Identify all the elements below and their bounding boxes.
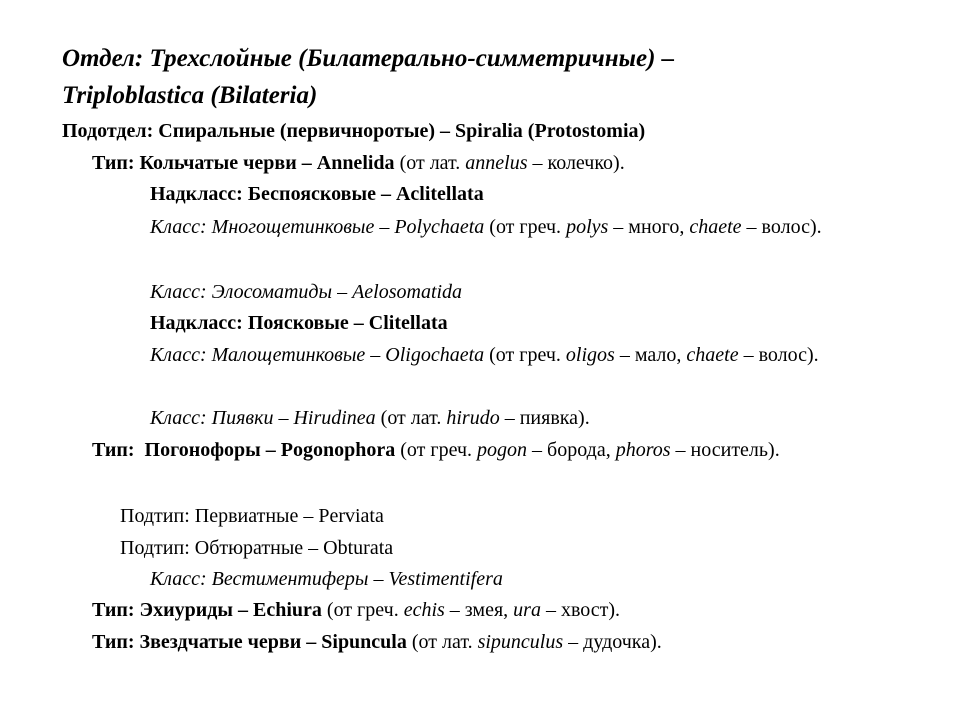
etymology-text: – колечко). xyxy=(527,152,625,174)
class-hirudinea-name: Класс: Пиявки – Hirudinea xyxy=(150,407,376,429)
etymology-word: echis xyxy=(403,599,445,621)
class-aelosomatida: Класс: Элосоматиды – Aelosomatida xyxy=(150,281,463,303)
class-polychaeta-name: Класс: Многощетинковые – Polychaeta xyxy=(150,216,485,238)
etymology-text: (от лат. xyxy=(394,152,466,174)
etymology-word: annelus xyxy=(465,152,528,174)
etymology-word: pogon xyxy=(477,439,528,461)
etymology-text: – дудочка). xyxy=(563,631,662,653)
etymology-text: – пиявка). xyxy=(499,407,590,429)
phylum-sipuncula xyxy=(92,629,662,655)
etymology-word: sipunculus xyxy=(477,631,564,653)
class-oligochaeta xyxy=(150,342,927,368)
etymology-word: oligos xyxy=(565,344,615,366)
superclass-aclitellata: Надкласс: Беспоясковые – Aclitellata xyxy=(150,183,484,205)
etymology-text: – змея, xyxy=(444,599,514,621)
etymology-text: – хвост). xyxy=(540,599,621,621)
phylum-annelida-label: Тип: Кольчатые черви – Annelida xyxy=(92,152,395,174)
etymology-text: – волос). xyxy=(741,216,822,238)
etymology-text: – борода, xyxy=(527,439,616,461)
division-title-line-2: Triploblastica (Bilateria) xyxy=(62,82,318,109)
etymology-text: (от греч. xyxy=(321,599,404,621)
phylum-pogonophora-label: Тип: Погонофоры – Pogonophora xyxy=(92,439,396,461)
etymology-text: (от греч. xyxy=(484,216,567,238)
etymology-word: chaete xyxy=(686,344,739,366)
etymology-word: ura xyxy=(513,599,541,621)
class-polychaeta xyxy=(150,214,927,240)
etymology-text: (от греч. xyxy=(395,439,478,461)
etymology-text: – много, xyxy=(608,216,690,238)
etymology-word: phoros xyxy=(615,439,671,461)
phylum-pogonophora xyxy=(92,437,927,463)
phylum-echiura xyxy=(92,597,620,623)
class-hirudinea xyxy=(150,405,590,431)
etymology-text: (от лат. xyxy=(406,631,478,653)
class-vestimentifera: Класс: Вестиментиферы – Vestimentifera xyxy=(150,568,503,590)
superclass-clitellata: Надкласс: Поясковые – Clitellata xyxy=(150,312,448,334)
phylum-sipuncula-label: Тип: Звездчатые черви – Sipuncula xyxy=(92,631,407,653)
subphylum-obturata: Подтип: Обтюратные – Obturata xyxy=(120,537,394,559)
division-title xyxy=(62,40,922,114)
etymology-text: (от лат. xyxy=(375,407,447,429)
phylum-echiura-label: Тип: Эхиуриды – Echiura xyxy=(92,599,322,621)
class-oligochaeta-name: Класс: Малощетинковые – Oligochaeta xyxy=(150,344,485,366)
etymology-text: – носитель). xyxy=(670,439,780,461)
phylum-annelida xyxy=(92,150,625,176)
subphylum-perviata: Подтип: Первиатные – Perviata xyxy=(120,505,384,527)
etymology-word: polys xyxy=(566,216,609,238)
etymology-word: chaete xyxy=(689,216,742,238)
etymology-word: hirudo xyxy=(446,407,500,429)
etymology-text: – волос). xyxy=(738,344,819,366)
subdivision-spiralia: Подотдел: Спиральные (первичноротые) – Spiralia (Protostomia) xyxy=(62,120,646,142)
etymology-text: – мало, xyxy=(614,344,687,366)
etymology-text: (от греч. xyxy=(484,344,566,366)
division-title-line-1: Отдел: Трехслойные (Билатерально-симметричные) – xyxy=(62,45,675,72)
